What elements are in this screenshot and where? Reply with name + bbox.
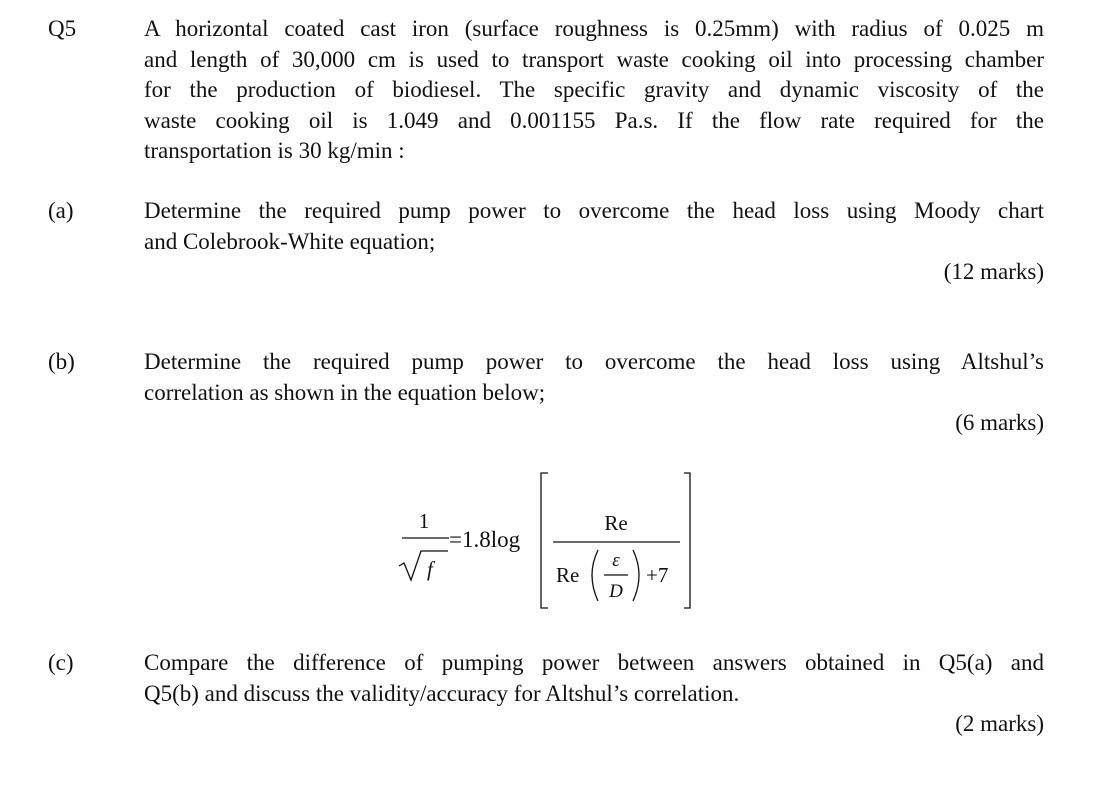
eq-sqrt-sign — [399, 551, 448, 580]
part-b-line: correlation as shown in the equation below; — [144, 379, 546, 405]
eq-d: D — [609, 581, 623, 602]
intro-line: for the production of biodiesel. The specific gravity and dynamic viscosity of the — [144, 77, 1044, 102]
part-a-text — [144, 196, 1044, 257]
eq-left-paren — [592, 550, 598, 601]
part-a-marks: (12 marks) — [943, 259, 1044, 284]
part-c-line: Compare the difference of pumping power between answers obtained in Q5(a) and — [144, 650, 1044, 675]
part-a-line: and Colebrook-White equation; — [144, 228, 436, 254]
eq-lhs-numerator: 1 — [418, 509, 430, 533]
part-c-line: Q5(b) and discuss the validity/accuracy for Altshul’s correlation. — [144, 680, 740, 706]
eq-epsilon: ε — [612, 550, 620, 571]
eq-rhs-den-re: Re — [556, 563, 580, 587]
part-c-marks: (2 marks) — [955, 711, 1044, 736]
question-number: Q5 — [48, 16, 77, 41]
intro-line: and length of 30,000 cm is used to transport waste cooking oil into processing chamber — [144, 46, 1044, 72]
part-b-marks: (6 marks) — [955, 410, 1044, 435]
eq-plus-term: +7 — [646, 563, 669, 587]
eq-rhs-numerator: Re — [604, 511, 628, 535]
intro-line: waste cooking oil is 1.049 and 0.001155 Pa.s. If the flow rate required for the — [144, 107, 1044, 133]
eq-right-bracket — [684, 473, 690, 608]
part-b-label: (b) — [48, 349, 75, 374]
intro-line: A horizontal coated cast iron (surface roughness is 0.25mm) with radius of 0.025 m — [144, 16, 1044, 41]
eq-coefficient: =1.8log — [449, 527, 521, 552]
intro-line: transportation is 30 kg/min : — [144, 138, 405, 163]
question-intro — [144, 14, 1044, 167]
eq-right-paren — [633, 550, 639, 601]
eq-left-bracket — [541, 473, 548, 608]
part-c-label: (c) — [48, 650, 74, 675]
eq-lhs-denominator: f — [427, 557, 433, 581]
part-c-text — [144, 648, 1044, 709]
part-b-text — [144, 347, 1044, 408]
part-a-line: Determine the required pump power to overcome the head loss using Moody chart — [144, 198, 1044, 223]
part-b-line: Determine the required pump power to overcome the head loss using Altshul’s — [144, 349, 1044, 374]
part-a-label: (a) — [48, 198, 74, 223]
